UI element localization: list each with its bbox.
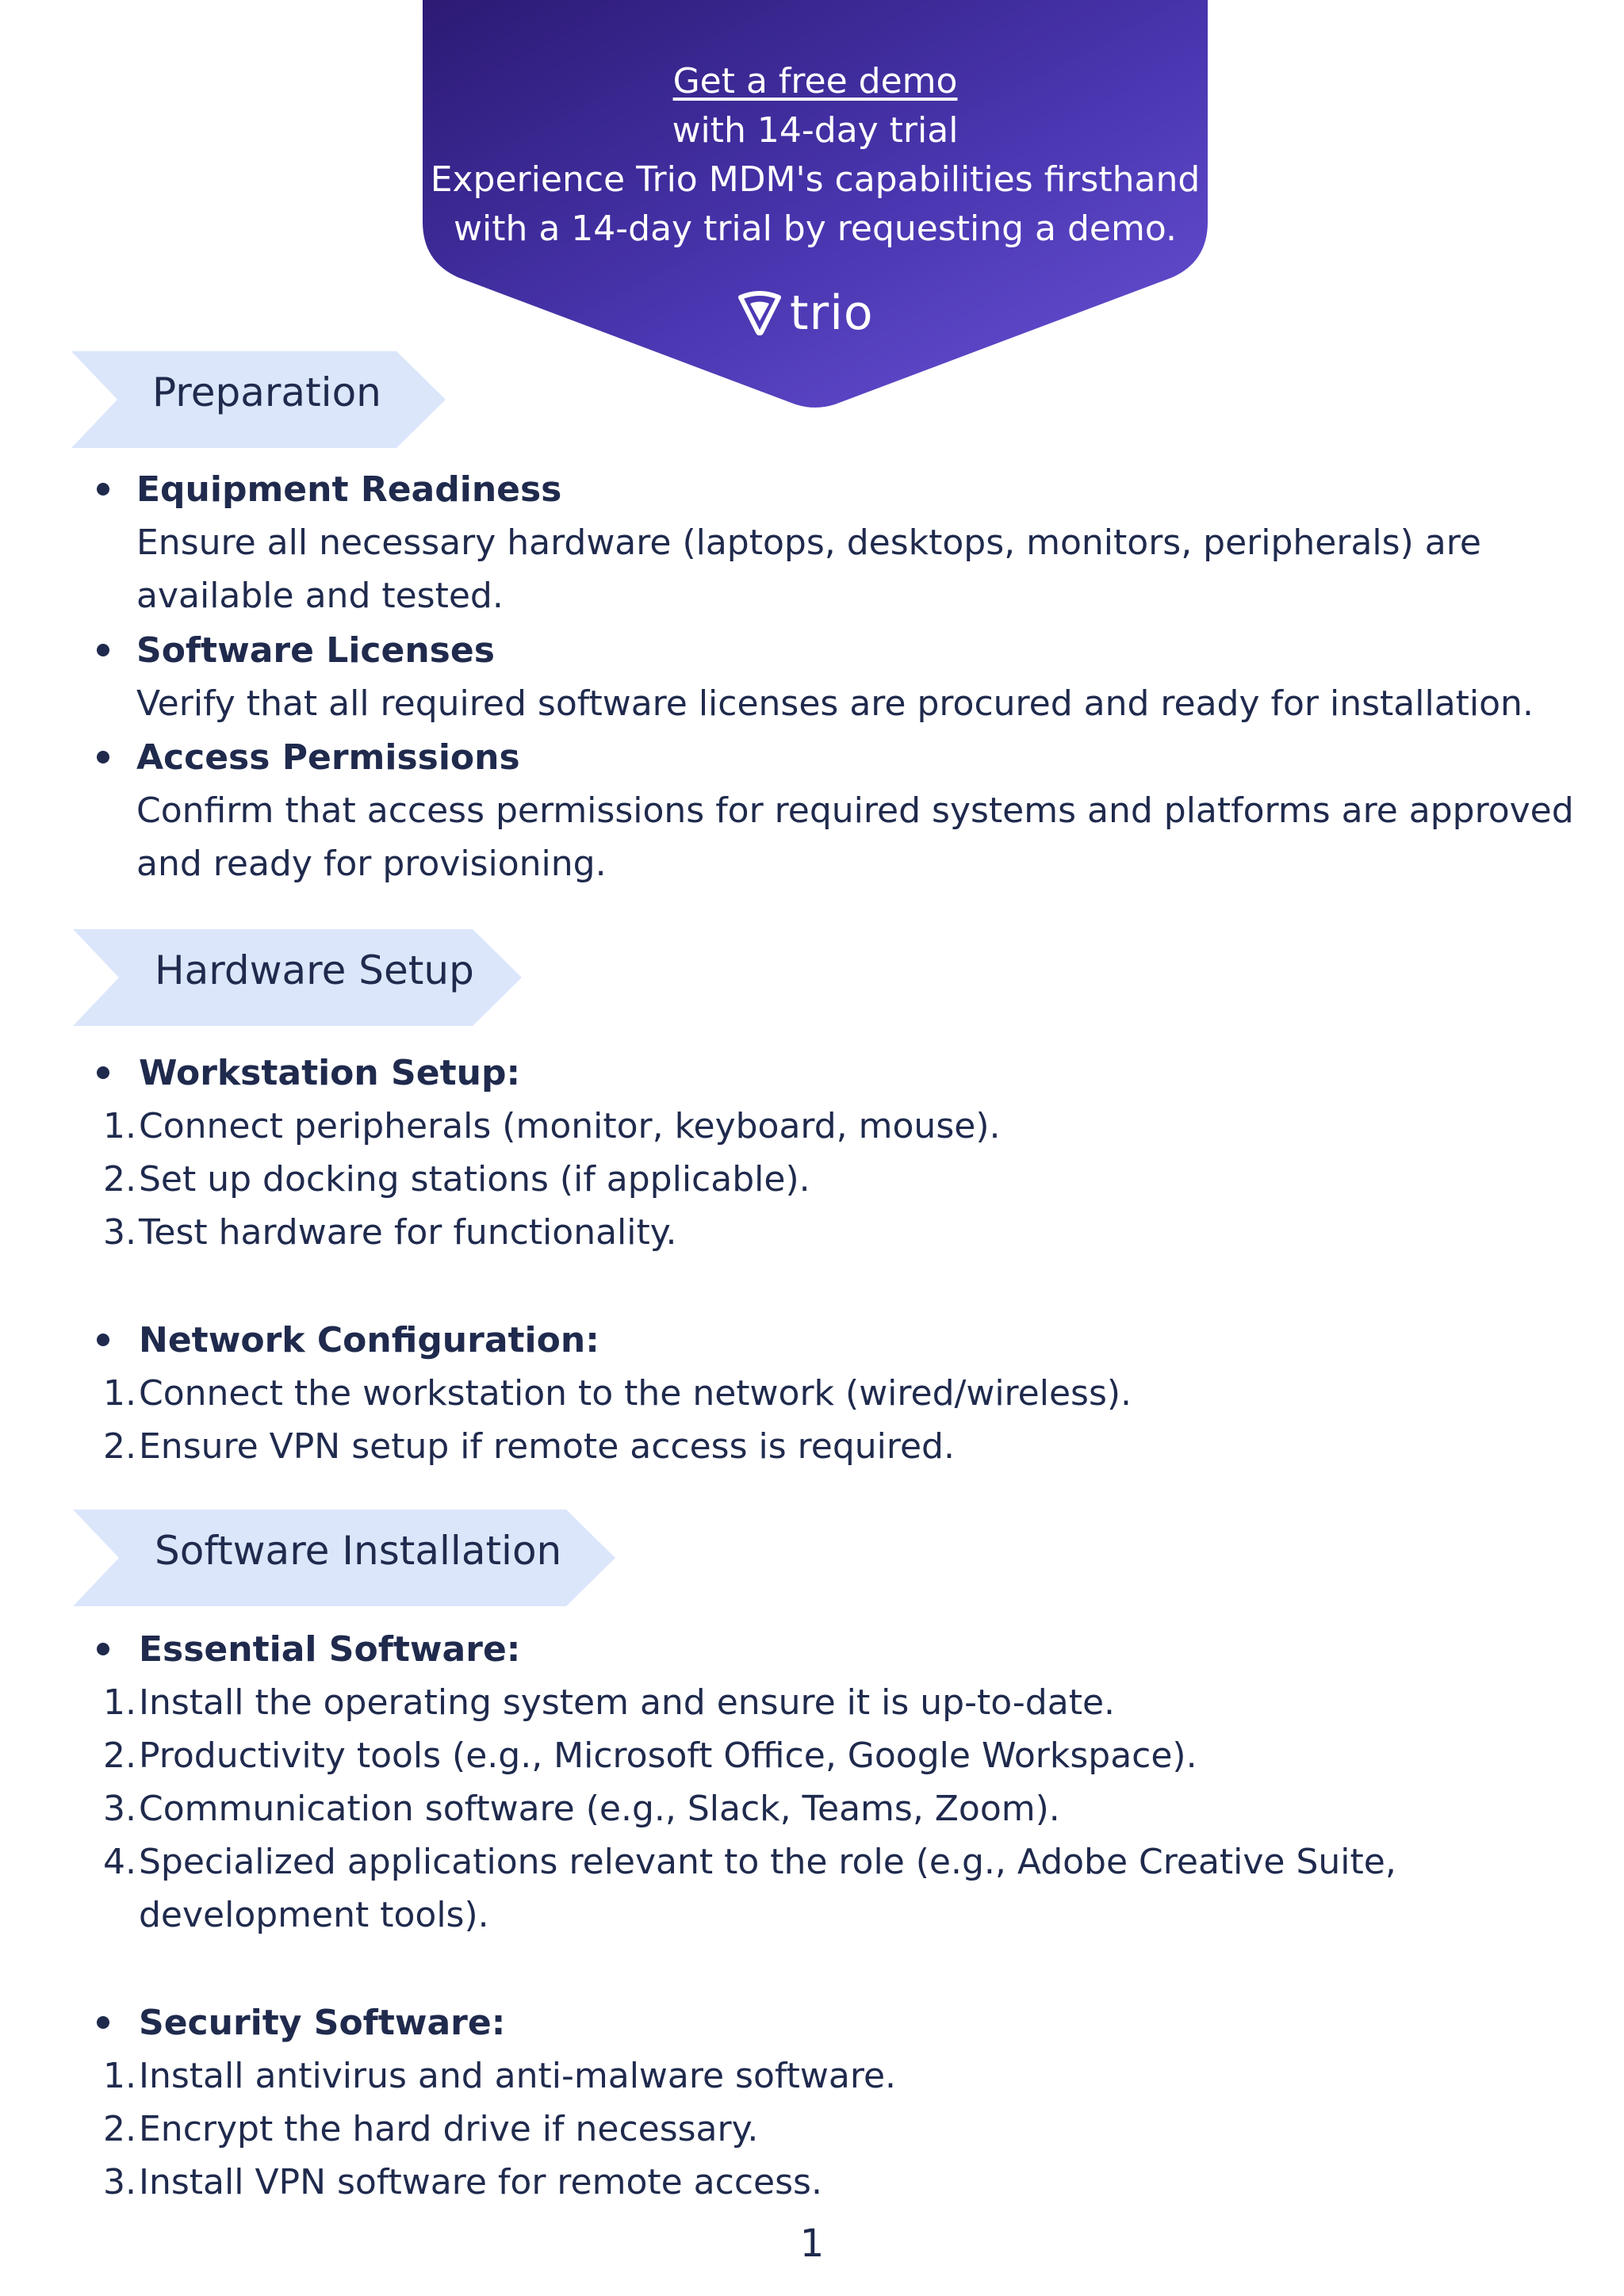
group-title-essential	[139, 1623, 520, 1676]
step-text: development tools).	[139, 1895, 489, 1935]
bullet-dot	[97, 483, 109, 496]
step-text: Install the operating system and ensure it is up-to-date.	[139, 1682, 1116, 1723]
list-number: 3.	[103, 2162, 136, 2202]
item-desc-line: Confirm that access permissions for required systems and platforms are approved	[136, 790, 1574, 831]
item-desc-line: Verify that all required software licenses are procured and ready for installation.	[136, 683, 1534, 724]
step-text: Install antivirus and anti-malware software.	[139, 2056, 897, 2096]
item-desc-line: available and tested.	[136, 576, 504, 616]
step-text: Communication software (e.g., Slack, Teams, Zoom).	[139, 1789, 1060, 1829]
step-text: Install VPN software for remote access.	[139, 2162, 822, 2202]
step-text: Specialized applications relevant to the role (e.g., Adobe Creative Suite,	[139, 1842, 1396, 1882]
group-title: Network Configuration:	[139, 1320, 599, 1360]
shield-icon	[737, 291, 782, 335]
list-number: 1.	[103, 1373, 136, 1414]
list-number: 1.	[103, 2056, 136, 2096]
banner-line-experience: Experience Trio MDM's capabilities firsthand	[430, 159, 1201, 200]
step-text: Encrypt the hard drive if necessary.	[139, 2109, 759, 2149]
banner-text	[423, 57, 1208, 254]
group-title: Security Software:	[139, 2003, 506, 2043]
step-text: Connect the workstation to the network (wired/wireless).	[139, 1373, 1132, 1414]
list-number: 1.	[103, 1106, 136, 1146]
trio-logo	[737, 285, 874, 341]
section-title-software: Software Installation	[155, 1528, 562, 1574]
step-text: Productivity tools (e.g., Microsoft Office, Google Workspace).	[139, 1735, 1197, 1776]
bullet-dot	[97, 1066, 109, 1079]
banner-line-trial: with 14-day trial	[672, 110, 959, 151]
list-number: 4.	[103, 1842, 136, 1882]
group-title-network	[139, 1314, 599, 1367]
bullet-dot	[97, 1334, 109, 1346]
bullet-dot	[97, 751, 109, 763]
free-demo-link[interactable]: Get a free demo	[672, 61, 958, 101]
list-number: 2.	[103, 1159, 136, 1200]
logo-wordmark: trio	[790, 285, 874, 341]
step-text: Set up docking stations (if applicable).	[139, 1159, 810, 1200]
bullet-dot	[97, 2016, 109, 2029]
page-number: 1	[799, 2221, 825, 2266]
group-title-workstation	[139, 1047, 520, 1100]
list-number: 2.	[103, 2109, 136, 2149]
list-number: 2.	[103, 1735, 136, 1776]
list-number: 3.	[103, 1789, 136, 1829]
list-number: 1.	[103, 1682, 136, 1723]
list-number: 3.	[103, 1212, 136, 1253]
group-title: Essential Software:	[139, 1629, 521, 1670]
list-item-access-permissions	[136, 731, 1574, 890]
bullet-dot	[97, 1643, 109, 1655]
item-desc-line: and ready for provisioning.	[136, 844, 607, 884]
item-title: Access Permissions	[136, 737, 520, 778]
list-item-equipment	[136, 463, 1481, 622]
step-text: Connect peripherals (monitor, keyboard, mouse).	[139, 1106, 1001, 1146]
section-title-preparation: Preparation	[152, 369, 381, 415]
step-text: Ensure VPN setup if remote access is required.	[139, 1426, 955, 1467]
item-title: Equipment Readiness	[136, 469, 562, 510]
banner-line-request: with a 14-day trial by requesting a demo.	[454, 209, 1177, 249]
item-desc-line: Ensure all necessary hardware (laptops, desktops, monitors, peripherals) are	[136, 522, 1481, 563]
step-text: Test hardware for functionality.	[139, 1212, 677, 1253]
section-title-hardware: Hardware Setup	[155, 947, 474, 993]
group-title: Workstation Setup:	[139, 1053, 521, 1093]
bullet-dot	[97, 644, 109, 656]
group-title-security	[139, 1996, 505, 2049]
list-item-software-licenses	[136, 624, 1534, 730]
list-number: 2.	[103, 1426, 136, 1467]
item-title: Software Licenses	[136, 630, 495, 671]
